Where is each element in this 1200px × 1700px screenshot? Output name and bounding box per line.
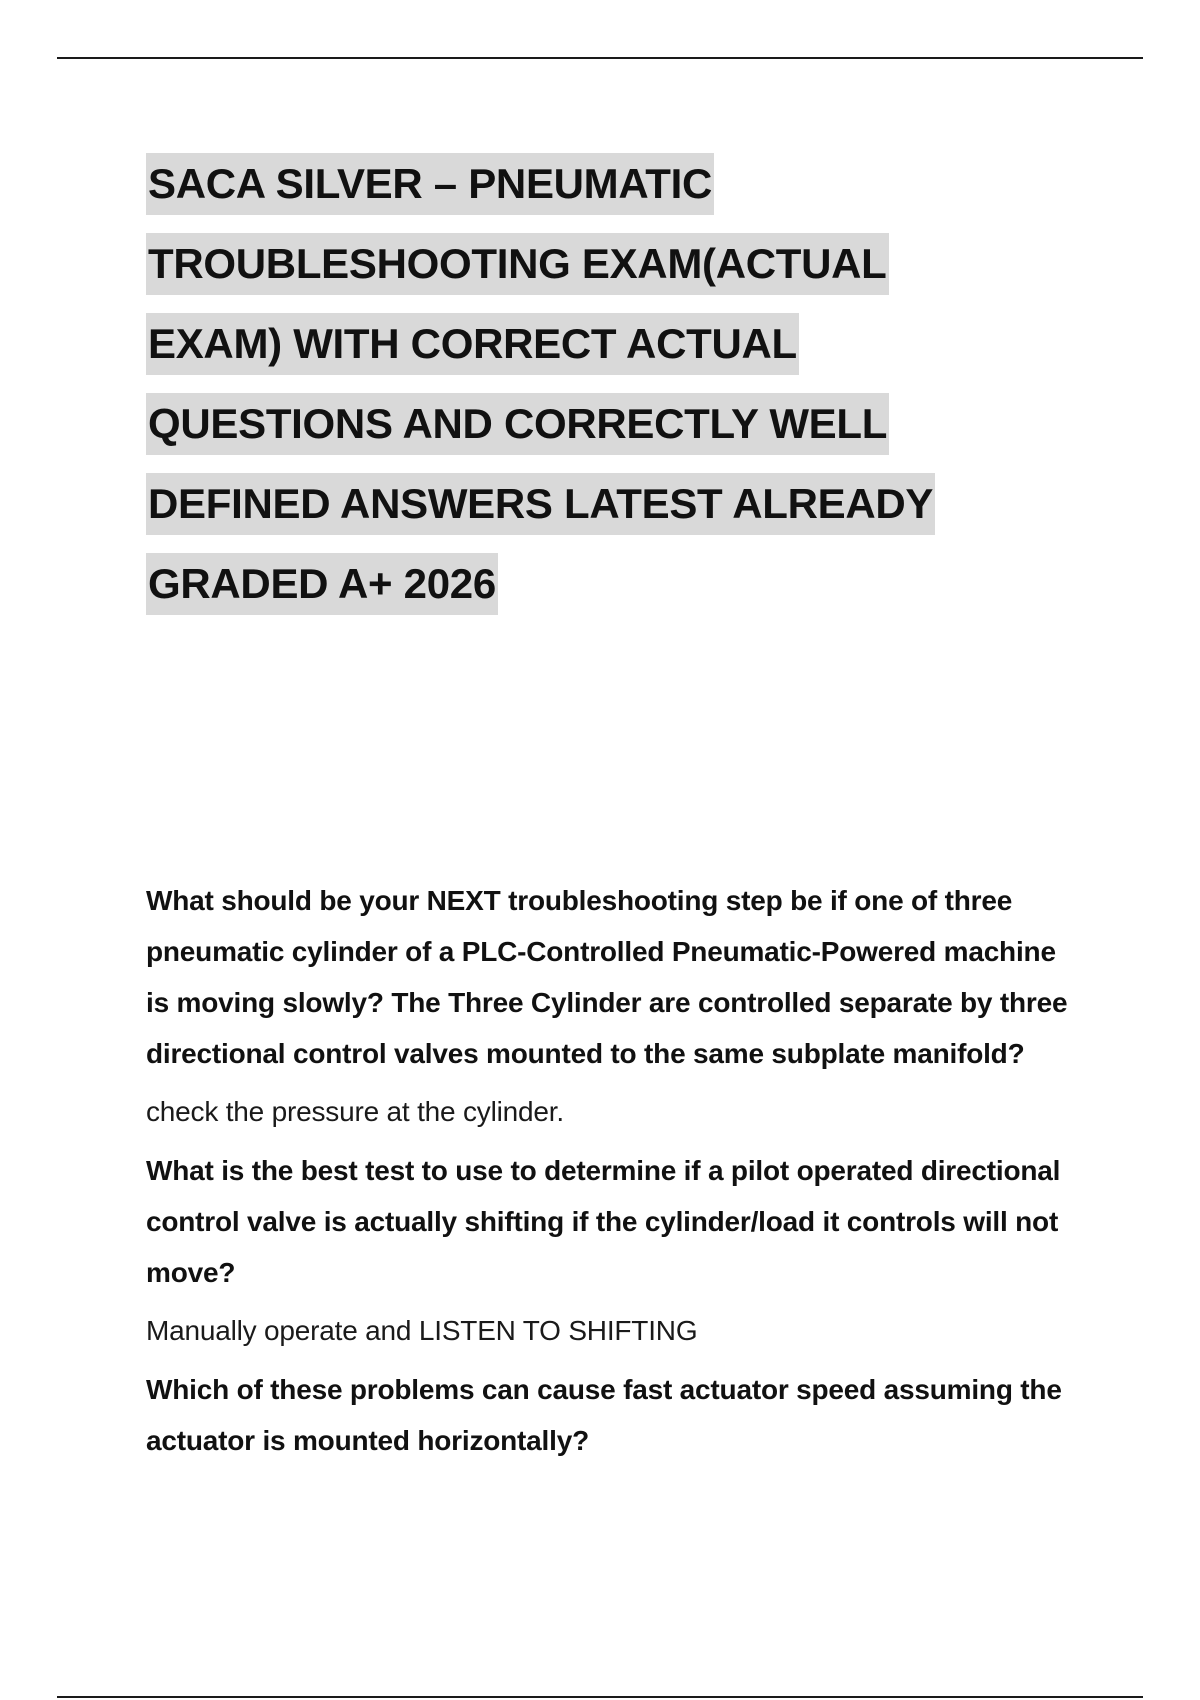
bottom-rule — [57, 1696, 1143, 1698]
document-title — [146, 147, 1046, 627]
title-line: EXAM) WITH CORRECT ACTUAL — [146, 313, 799, 375]
title-line: QUESTIONS AND CORRECTLY WELL — [146, 393, 889, 455]
question-1: What should be your NEXT troubleshooting step be if one of three pneumatic cylinder of a PLC-Controlled Pneumatic-Powered machine is moving slowly? The Three Cylinder are controlled separate by three directional control valves mounted to the same subplate manifold? — [146, 885, 1068, 1069]
title-line: GRADED A+ 2026 — [146, 553, 498, 615]
answer-2: Manually operate and LISTEN TO SHIFTING — [146, 1315, 698, 1346]
question-2: What is the best test to use to determine if a pilot operated directional control valve is actually shifting if the cylinder/load it controls will not move? — [146, 1155, 1061, 1288]
title-line: TROUBLESHOOTING EXAM(ACTUAL — [146, 233, 889, 295]
title-line: DEFINED ANSWERS LATEST ALREADY — [146, 473, 935, 535]
top-rule — [57, 57, 1143, 59]
question-answer-list — [146, 875, 1076, 1466]
title-line: SACA SILVER – PNEUMATIC — [146, 153, 714, 215]
answer-1: check the pressure at the cylinder. — [146, 1096, 564, 1127]
question-3: Which of these problems can cause fast actuator speed assuming the actuator is mounted horizontally? — [146, 1374, 1062, 1456]
